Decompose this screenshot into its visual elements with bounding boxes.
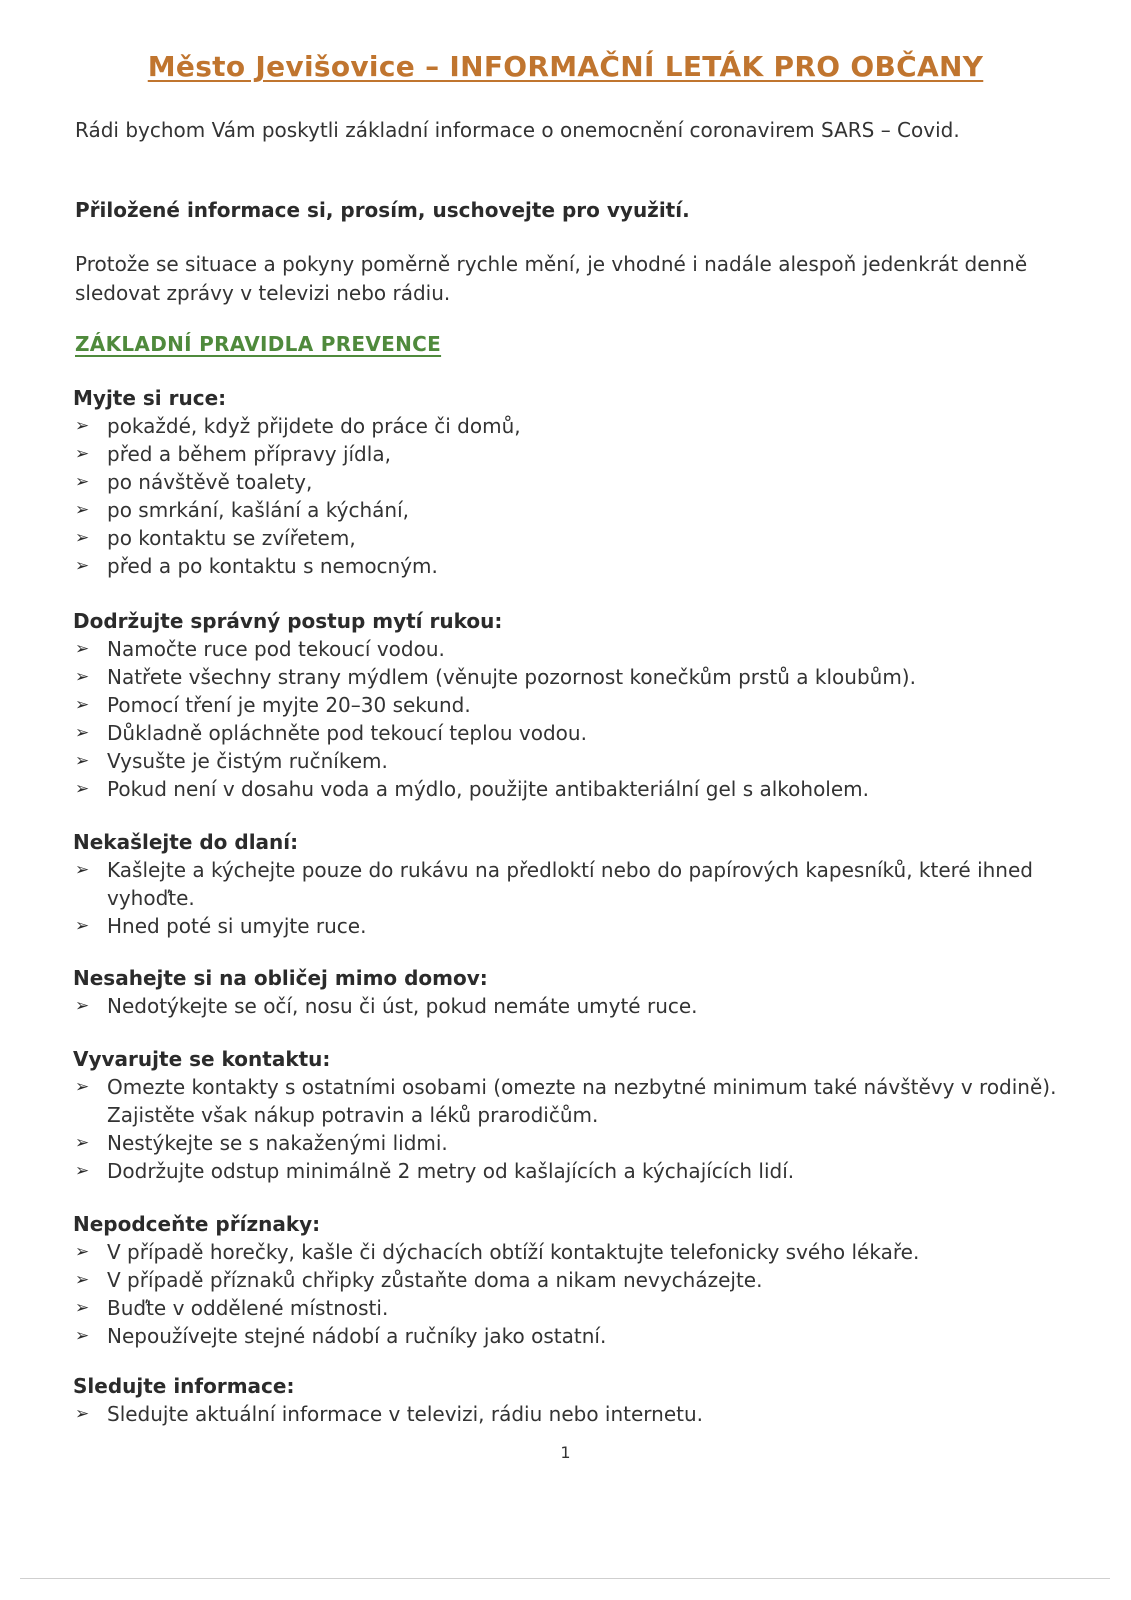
- list-item-text: pokaždé, když přijdete do práce či domů,: [107, 414, 521, 438]
- arrow-bullet-icon: ➢: [75, 751, 90, 771]
- list-item-text: Nepoužívejte stejné nádobí a ručníky jako ostatní.: [107, 1324, 607, 1348]
- section-heading: Nekašlejte do dlaní:: [73, 830, 299, 854]
- section-3: [73, 828, 1058, 940]
- arrow-bullet-icon: ➢: [75, 528, 90, 548]
- list-item: [73, 912, 1058, 940]
- list-item: [73, 1400, 1058, 1428]
- keep-note: Přiložené informace si, prosím, uschovejte pro využití.: [75, 198, 690, 222]
- arrow-bullet-icon: ➢: [75, 667, 90, 687]
- list-item: [73, 663, 1058, 691]
- section-heading: Vyvarujte se kontaktu:: [73, 1047, 331, 1071]
- list-item-text: Pomocí tření je myjte 20–30 sekund.: [107, 693, 471, 717]
- list-item-text: Sledujte aktuální informace v televizi, rádiu nebo internetu.: [107, 1402, 704, 1426]
- arrow-bullet-icon: ➢: [75, 695, 90, 715]
- section-heading: Sledujte informace:: [73, 1374, 295, 1398]
- bullet-list: [73, 1238, 1058, 1350]
- list-item: [73, 635, 1058, 663]
- arrow-bullet-icon: ➢: [75, 1404, 90, 1424]
- list-item-text: Hned poté si umyjte ruce.: [107, 914, 367, 938]
- intro-paragraph: Rádi bychom Vám poskytli základní informace o onemocnění coronavirem SARS – Covid.: [75, 118, 960, 142]
- bullet-list: [73, 856, 1058, 940]
- list-item: [73, 1294, 1058, 1322]
- arrow-bullet-icon: ➢: [75, 916, 90, 936]
- rules-heading: ZÁKLADNÍ PRAVIDLA PREVENCE: [75, 332, 442, 356]
- arrow-bullet-icon: ➢: [75, 1326, 90, 1346]
- list-item-text: Dodržujte odstup minimálně 2 metry od kašlajících a kýchajících lidí.: [107, 1159, 795, 1183]
- list-item-text: po smrkání, kašlání a kýchání,: [107, 498, 409, 522]
- list-item-text: po kontaktu se zvířetem,: [107, 526, 356, 550]
- section-6: [73, 1210, 1058, 1350]
- arrow-bullet-icon: ➢: [75, 500, 90, 520]
- arrow-bullet-icon: ➢: [75, 779, 90, 799]
- list-item: [73, 1073, 1058, 1129]
- list-item: [73, 992, 1058, 1020]
- list-item-text: Pokud není v dosahu voda a mýdlo, použijte antibakteriální gel s alkoholem.: [107, 777, 870, 801]
- list-item-text: V případě příznaků chřipky zůstaňte doma a nikam nevycházejte.: [107, 1268, 763, 1292]
- arrow-bullet-icon: ➢: [75, 1270, 90, 1290]
- list-item: [73, 691, 1058, 719]
- arrow-bullet-icon: ➢: [75, 1298, 90, 1318]
- list-item-text: Buďte v oddělené místnosti.: [107, 1296, 389, 1320]
- section-heading: Nepodceňte příznaky:: [73, 1212, 321, 1236]
- arrow-bullet-icon: ➢: [75, 444, 90, 464]
- list-item-text: před a po kontaktu s nemocným.: [107, 554, 438, 578]
- list-item-text: Kašlejte a kýchejte pouze do rukávu na předloktí nebo do papírových kapesníků, které ihned vyhoďte.: [107, 858, 1033, 910]
- list-item: [73, 524, 1058, 552]
- bullet-list: [73, 1073, 1058, 1185]
- page-bottom-rule: [20, 1578, 1110, 1579]
- list-item: [73, 440, 1058, 468]
- arrow-bullet-icon: ➢: [75, 1133, 90, 1153]
- bullet-list: [73, 1400, 1058, 1428]
- list-item-text: Nestýkejte se s nakaženými lidmi.: [107, 1131, 448, 1155]
- arrow-bullet-icon: ➢: [75, 472, 90, 492]
- section-2: [73, 607, 1058, 803]
- news-note: Protože se situace a pokyny poměrně rychle mění, je vhodné i nadále alespoň jedenkrát denně sledovat zprávy v televizi nebo rádiu.: [75, 252, 1028, 305]
- list-item: [73, 856, 1058, 912]
- list-item: [73, 1238, 1058, 1266]
- section-1: [73, 384, 1058, 580]
- list-item-text: po návštěvě toalety,: [107, 470, 313, 494]
- section-heading: Myjte si ruce:: [73, 386, 227, 410]
- list-item: [73, 552, 1058, 580]
- list-item-text: Namočte ruce pod tekoucí vodou.: [107, 637, 445, 661]
- list-item: [73, 468, 1058, 496]
- list-item-text: Omezte kontakty s ostatními osobami (omezte na nezbytné minimum také návštěvy v rodině). Zajistěte však nákup potravin a léků prarodičům.: [107, 1075, 1057, 1127]
- bullet-list: [73, 635, 1058, 803]
- list-item: [73, 747, 1058, 775]
- list-item: [73, 496, 1058, 524]
- list-item-text: Nedotýkejte se očí, nosu či úst, pokud nemáte umyté ruce.: [107, 994, 698, 1018]
- section-4: [73, 964, 1058, 1020]
- list-item-text: Důkladně opláchněte pod tekoucí teplou vodou.: [107, 721, 587, 745]
- list-item-text: Vysušte je čistým ručníkem.: [107, 749, 388, 773]
- list-item: [73, 1266, 1058, 1294]
- arrow-bullet-icon: ➢: [75, 1161, 90, 1181]
- arrow-bullet-icon: ➢: [75, 639, 90, 659]
- page-title: Město Jevišovice – INFORMAČNÍ LETÁK PRO OBČANY: [147, 50, 984, 83]
- list-item: [73, 1129, 1058, 1157]
- section-heading: Dodržujte správný postup mytí rukou:: [73, 609, 503, 633]
- arrow-bullet-icon: ➢: [75, 416, 90, 436]
- list-item-text: V případě horečky, kašle či dýchacích obtíží kontaktujte telefonicky svého lékaře.: [107, 1240, 920, 1264]
- arrow-bullet-icon: ➢: [75, 1242, 90, 1262]
- list-item: [73, 775, 1058, 803]
- page-number: 1: [560, 1443, 571, 1462]
- arrow-bullet-icon: ➢: [75, 1077, 90, 1097]
- list-item-text: Natřete všechny strany mýdlem (věnujte pozornost konečkům prstů a kloubům).: [107, 665, 916, 689]
- list-item: [73, 719, 1058, 747]
- list-item: [73, 1157, 1058, 1185]
- arrow-bullet-icon: ➢: [75, 723, 90, 743]
- arrow-bullet-icon: ➢: [75, 996, 90, 1016]
- arrow-bullet-icon: ➢: [75, 556, 90, 576]
- bullet-list: [73, 992, 1058, 1020]
- section-heading: Nesahejte si na obličej mimo domov:: [73, 966, 488, 990]
- section-7: [73, 1372, 1058, 1428]
- section-5: [73, 1045, 1058, 1185]
- list-item: [73, 1322, 1058, 1350]
- bullet-list: [73, 412, 1058, 580]
- list-item-text: před a během přípravy jídla,: [107, 442, 391, 466]
- list-item: [73, 412, 1058, 440]
- arrow-bullet-icon: ➢: [75, 860, 90, 880]
